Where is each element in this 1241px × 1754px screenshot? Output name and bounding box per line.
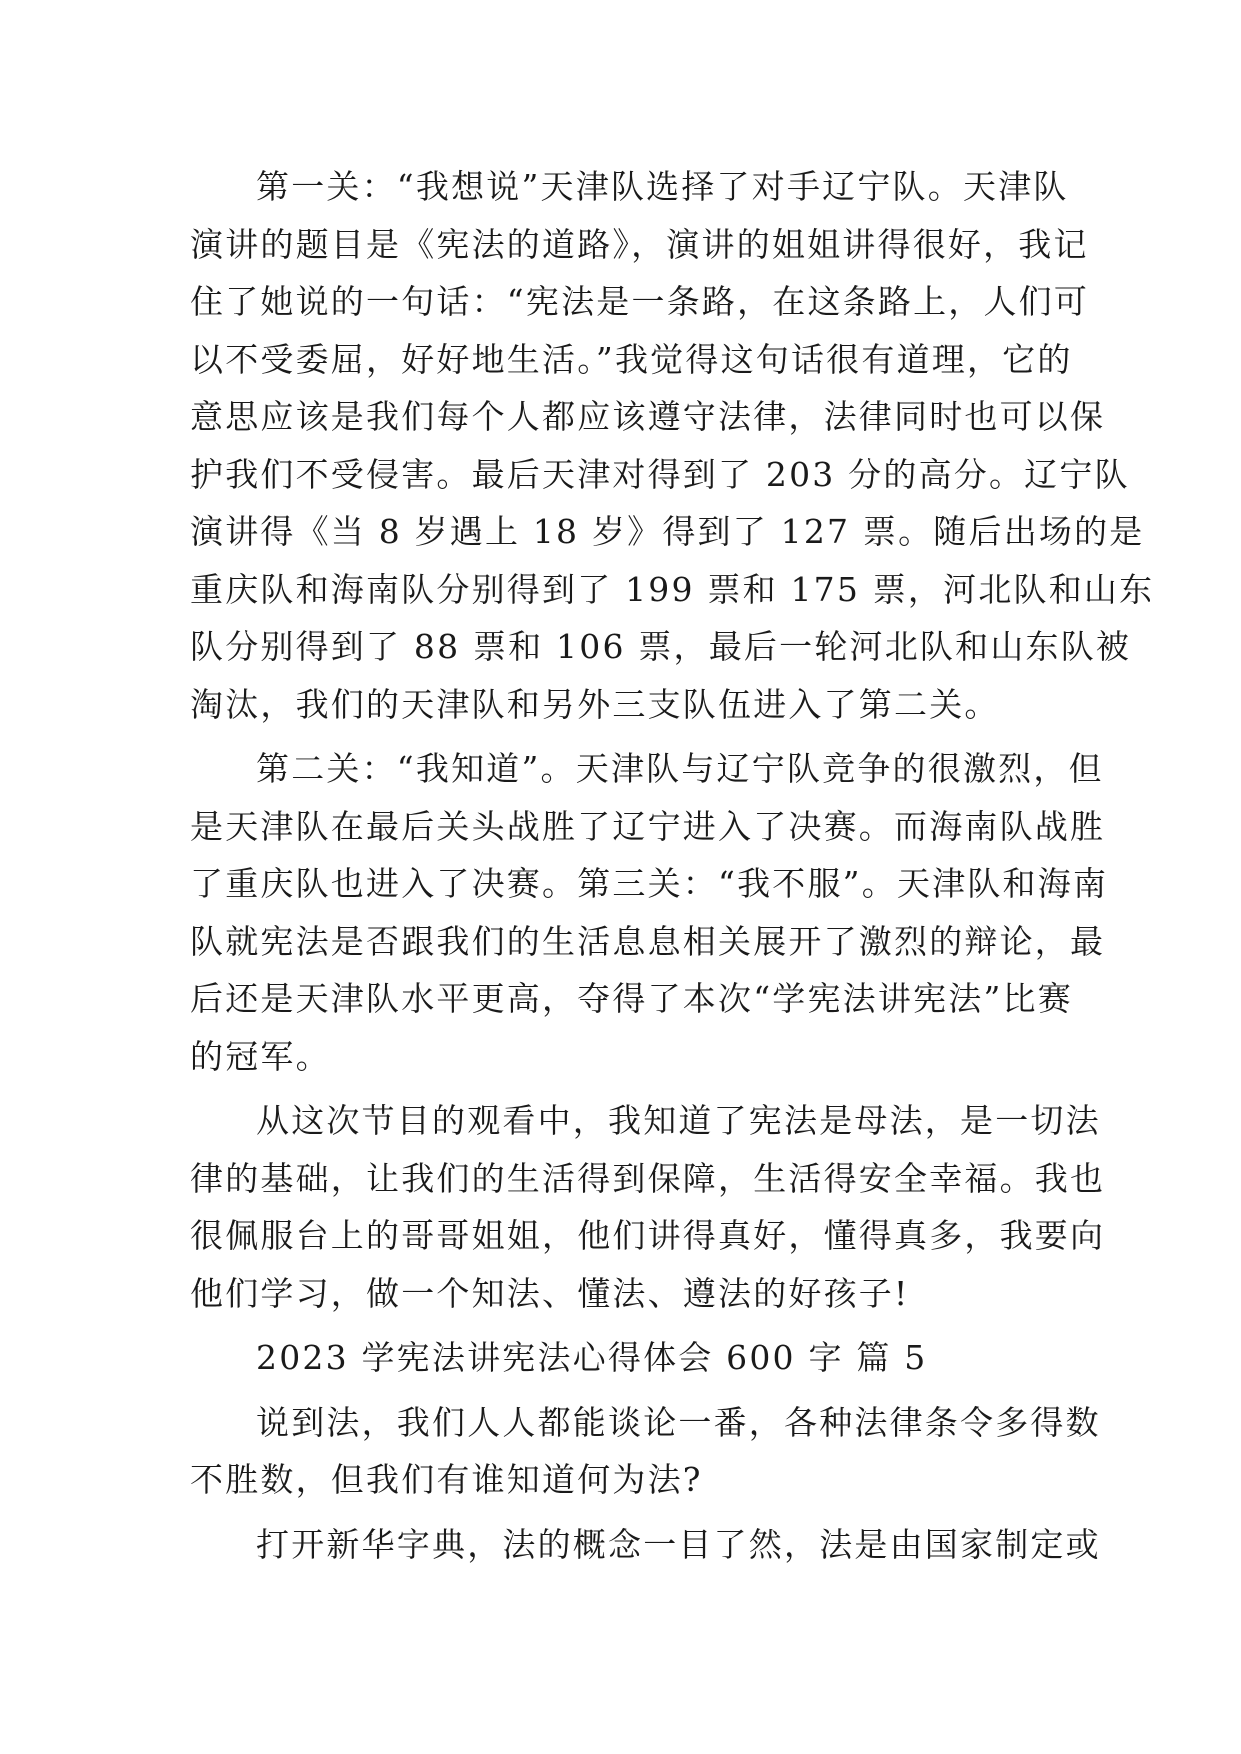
paragraph-line: 队分别得到了 88 票和 106 票，最后一轮河北队和山东队被 — [190, 627, 1132, 666]
paragraph-line: 不胜数，但我们有谁知道何为法? — [190, 1460, 703, 1499]
paragraph-line: 第一关：“我想说”天津队选择了对手辽宁队。天津队 — [256, 167, 1069, 206]
paragraph-line: 他们学习，做一个知法、懂法、遵法的好孩子! — [190, 1273, 910, 1313]
paragraph-reflection — [190, 1092, 1106, 1322]
section-heading-text: 2023 学宪法讲宪法心得体会 600 字 篇 5 — [256, 1338, 928, 1377]
paragraph-first-round — [190, 158, 1155, 733]
paragraph-law-intro — [190, 1394, 1101, 1509]
paragraph-line: 打开新华字典，法的概念一目了然，法是由国家制定或 — [256, 1524, 1101, 1564]
paragraph-line: 是天津队在最后关头战胜了辽宁进入了决赛。而海南队战胜 — [190, 806, 1106, 846]
paragraph-line: 淘汰，我们的天津队和另外三支队伍进入了第二关。 — [190, 684, 1000, 724]
paragraph-line: 演讲的题目是《宪法的道路》，演讲的姐姐讲得很好，我记 — [190, 224, 1089, 264]
paragraph-line: 第二关：“我知道”。天津队与辽宁队竞争的很激烈，但 — [256, 749, 1104, 788]
paragraph-line: 队就宪法是否跟我们的生活息息相关展开了激烈的辩论，最 — [190, 921, 1106, 961]
paragraph-line: 住了她说的一句话：“宪法是一条路，在这条路上，人们可 — [190, 282, 1090, 321]
paragraph-dictionary — [190, 1516, 1101, 1574]
paragraph-line: 说到法，我们人人都能谈论一番，各种法律条令多得数 — [256, 1402, 1101, 1442]
paragraph-line: 从这次节目的观看中，我知道了宪法是母法，是一切法 — [256, 1101, 1101, 1140]
paragraph-line: 很佩服台上的哥哥姐姐，他们讲得真好，懂得真多，我要向 — [190, 1216, 1106, 1255]
paragraph-line: 后还是天津队水平更高，夺得了本次“学宪法讲宪法”比赛 — [190, 979, 1073, 1018]
paragraph-line: 演讲得《当 8 岁遇上 18 岁》得到了 127 票。随后出场的是 — [190, 512, 1145, 551]
section-heading — [190, 1329, 1050, 1387]
paragraph-line: 律的基础，让我们的生活得到保障，生活得安全幸福。我也 — [190, 1158, 1106, 1198]
paragraph-line: 意思应该是我们每个人都应该遵守法律，法律同时也可以保 — [190, 397, 1106, 436]
paragraph-line: 以不受委屈，好好地生活。”我觉得这句话很有道理，它的 — [190, 339, 1073, 379]
paragraph-line: 的冠军。 — [190, 1036, 331, 1076]
paragraph-line: 护我们不受侵害。最后天津对得到了 203 分的高分。辽宁队 — [190, 454, 1130, 494]
paragraph-second-round — [190, 740, 1109, 1085]
document-body — [190, 158, 1155, 1573]
paragraph-line: 了重庆队也进入了决赛。第三关：“我不服”。天津队和海南 — [190, 864, 1109, 903]
paragraph-line: 重庆队和海南队分别得到了 199 票和 175 票，河北队和山东 — [190, 569, 1155, 609]
